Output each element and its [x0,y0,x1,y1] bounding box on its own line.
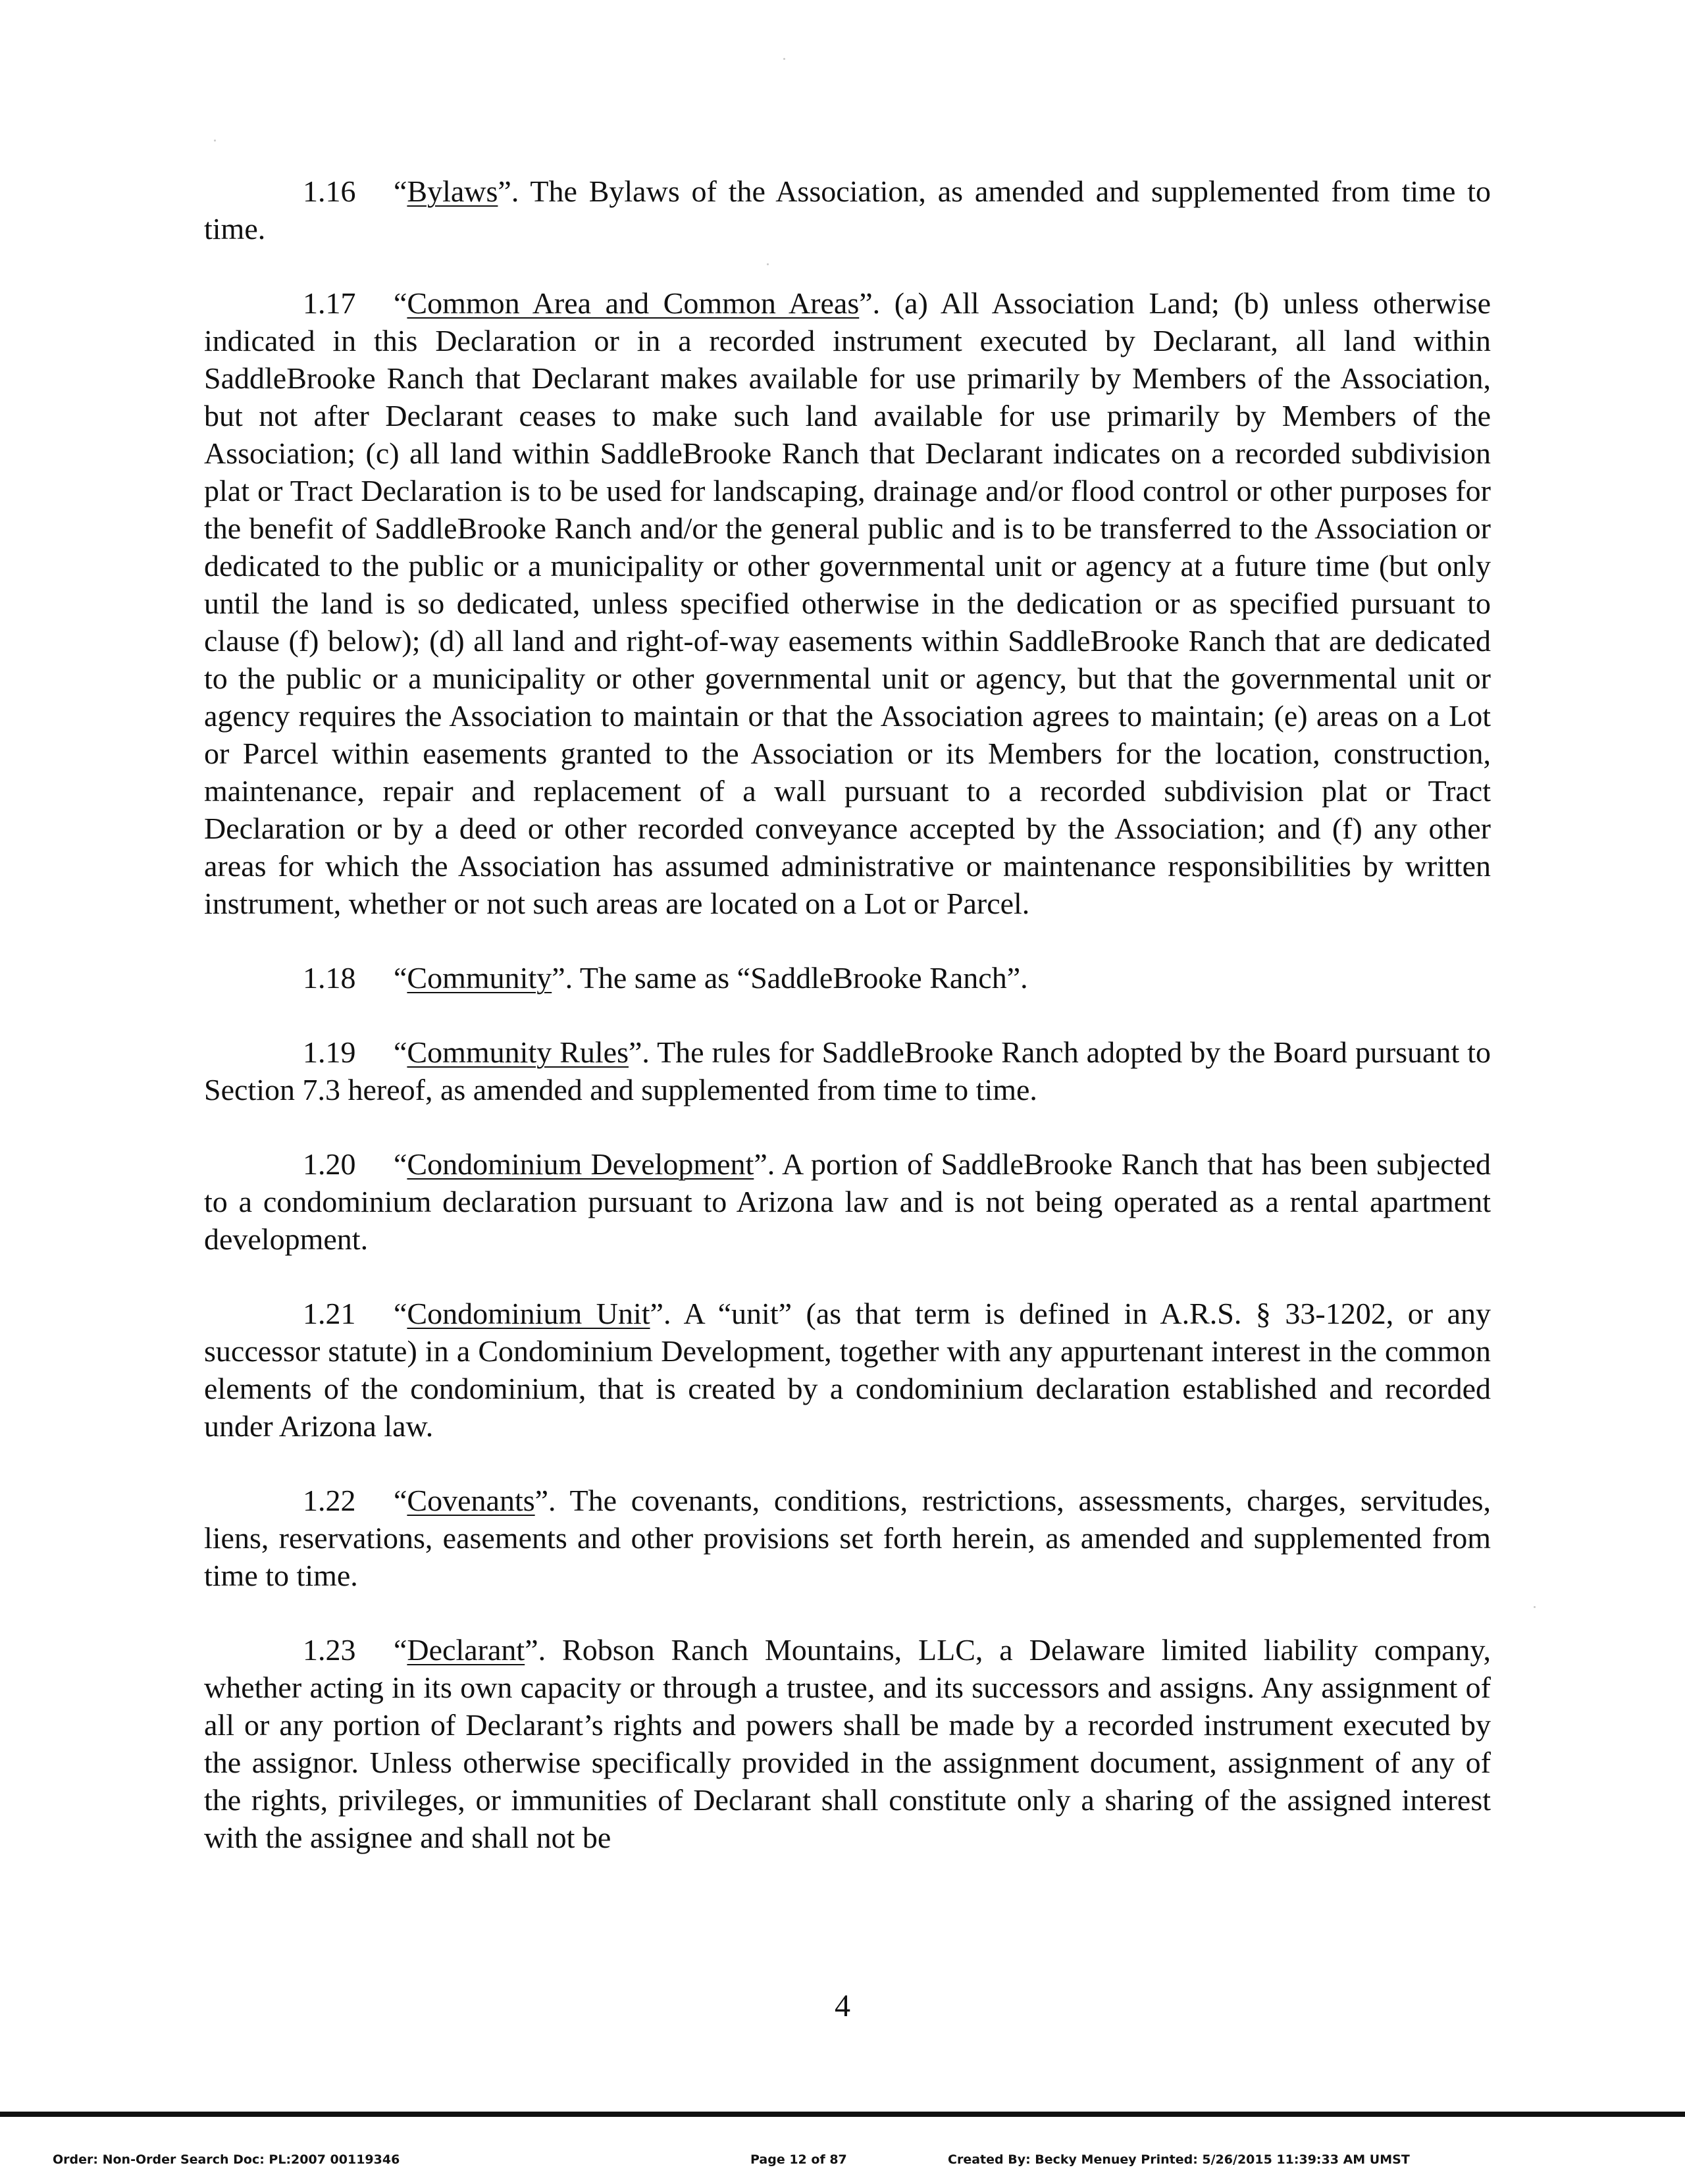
defined-term: Community [407,961,552,995]
section-number: 1.21 [303,1297,356,1330]
scan-speck [783,58,785,60]
definition-text: The Bylaws of the Association, as amended and supplemented from time to time. [204,174,1491,246]
footer-page-count: Page 12 of 87 [750,2152,847,2167]
definition-text: The same as “SaddleBrooke Ranch”. [579,961,1028,995]
footer-order-info: Order: Non-Order Search Doc: PL:2007 00119346 [53,2152,400,2167]
defined-term: Declarant [407,1633,525,1667]
section-number: 1.19 [303,1035,356,1069]
definition-1-22: 1.22 “Covenants”. The covenants, conditions, restrictions, assessments, charges, servitudes, liens, reservations, easements and other provisions set forth herein, as amended and supplemented from time to time. [204,1482,1491,1594]
footer-divider [0,2112,1685,2117]
section-number: 1.16 [303,174,356,208]
scan-speck [1534,1606,1536,1608]
definition-1-21: 1.21 “Condominium Unit”. A “unit” (as that term is defined in A.R.S. § 33-1202, or any successor statute) in a Condominium Development, together with any appurtenant interest in the common elements of the condominium, that is created by a condominium declaration established and recorded under Arizona law. [204,1295,1491,1445]
scan-speck [214,140,216,142]
definition-text: Robson Ranch Mountains, LLC, a Delaware limited liability company, whether acting in its own capacity or through a trustee, and its successors and assigns. Any assignment of all or any portion of Declarant’s rights and powers shall be made by a recorded instrument executed by the assignor. Unless otherwise specifically provided in the assignment document, assignment of any of the rights, privileges, or immunities of Declarant shall constitute only a sharing of the assigned interest with the assignee and shall not be [204,1633,1491,1854]
definition-1-17: 1.17 “Common Area and Common Areas”. (a) All Association Land; (b) unless otherwise indicated in this Declaration or in a recorded instrument executed by Declarant, all land within SaddleBrooke Ranch that Declarant makes available for use primarily by Members of the Association, but not after Declarant ceases to make such land available for use primarily by Members of the Association; (c) all land within SaddleBrooke Ranch that Declarant indicates on a recorded subdivision plat or Tract Declaration is to be used for landscaping, drainage and/or flood control or other purposes for the benefit of SaddleBrooke Ranch and/or the general public and is to be transferred to the Association or dedicated to the public or a municipality or other governmental unit or agency at a future time (but only until the land is so dedicated, unless specified otherwise in the dedication or as specified pursuant to clause (f) below); (d) all land and right-of-way easements within SaddleBrooke Ranch that are dedicated to the public or a municipality or other governmental unit or agency, but that the governmental unit or agency requires the Association to maintain or that the Association agrees to maintain; (e) areas on a Lot or Parcel within easements granted to the Association or its Members for the location, construction, maintenance, repair and replacement of a wall pursuant to a recorded subdivision plat or Tract Declaration or by a deed or other recorded conveyance accepted by the Association; and (f) any other areas for which the Association has assumed administrative or maintenance responsibilities by written instrument, whether or not such areas are located on a Lot or Parcel. [204,284,1491,922]
definition-text: (a) All Association Land; (b) unless otherwise indicated in this Declaration or in a recorded instrument executed by Declarant, all land within SaddleBrooke Ranch that Declarant makes available for use primarily by Members of the Association, but not after Declarant ceases to make such land available for use primarily by Members of the Association; (c) all land within SaddleBrooke Ranch that Declarant indicates on a recorded subdivision plat or Tract Declaration is to be used for landscaping, drainage and/or flood control or other purposes for the benefit of SaddleBrooke Ranch and/or the general public and is to be transferred to the Association or dedicated to the public or a municipality or other governmental unit or agency at a future time (but only until the land is so dedicated, unless specified otherwise in the dedication or as specified pursuant to clause (f) below); (d) all land and right-of-way easements within SaddleBrooke Ranch that are dedicated to the public or a municipality or other governmental unit or agency, but that the governmental unit or agency requires the Association to maintain or that the Association agrees to maintain; (e) areas on a Lot or Parcel within easements granted to the Association or its Members for the location, construction, maintenance, repair and replacement of a wall pursuant to a recorded subdivision plat or Tract Declaration or by a deed or other recorded conveyance accepted by the Association; and (f) any other areas for which the Association has assumed administrative or maintenance responsibilities by written instrument, whether or not such areas are located on a Lot or Parcel. [204,286,1491,920]
definition-1-20: 1.20 “Condominium Development”. A portion of SaddleBrooke Ranch that has been subjected to a condominium declaration pursuant to Arizona law and is not being operated as a rental apartment development. [204,1145,1491,1258]
section-number: 1.20 [303,1147,356,1181]
defined-term: Condominium Unit [407,1297,650,1330]
section-number: 1.18 [303,961,356,995]
defined-term: Covenants [407,1484,535,1517]
section-number: 1.22 [303,1484,356,1517]
section-number: 1.23 [303,1633,356,1667]
definition-text: The rules for SaddleBrooke Ranch adopted by the Board pursuant to Section 7.3 hereof, as amended and supplemented from time to time. [204,1035,1491,1106]
definition-text: A “unit” (as that term is defined in A.R.S. § 33-1202, or any successor statute) in a Condominium Development, together with any appurtenant interest in the common elements of the condominium, that is created by a condominium declaration established and recorded under Arizona law. [204,1297,1491,1443]
definition-1-16: 1.16 “Bylaws”. The Bylaws of the Association, as amended and supplemented from time to time. [204,172,1491,247]
section-number: 1.17 [303,286,356,320]
defined-term: Condominium Development [407,1147,754,1181]
page-number: 4 [835,1989,850,2023]
definition-1-23: 1.23 “Declarant”. Robson Ranch Mountains, LLC, a Delaware limited liability company, whether acting in its own capacity or through a trustee, and its successors and assigns. Any assignment of all or any portion of Declarant’s rights and powers shall be made by a recorded instrument executed by the assignor. Unless otherwise specifically provided in the assignment document, assignment of any of the rights, privileges, or immunities of Declarant shall constitute only a sharing of the assigned interest with the assignee and shall not be [204,1631,1491,1856]
definitions-body [204,172,1491,1893]
defined-term: Bylaws [407,174,498,208]
print-footer [0,2152,1685,2172]
definition-text: The covenants, conditions, restrictions, assessments, charges, servitudes, liens, reservations, easements and other provisions set forth herein, as amended and supplemented from time to time. [204,1484,1491,1592]
definition-text: A portion of SaddleBrooke Ranch that has been subjected to a condominium declaration pursuant to Arizona law and is not being operated as a rental apartment development. [204,1147,1491,1256]
defined-term: Community Rules [407,1035,629,1069]
definition-1-18: 1.18 “Community”. The same as “SaddleBrooke Ranch”. [204,959,1491,997]
definition-1-19: 1.19 “Community Rules”. The rules for SaddleBrooke Ranch adopted by the Board pursuant to Section 7.3 hereof, as amended and supplemented from time to time. [204,1033,1491,1108]
footer-created-info: Created By: Becky Menuey Printed: 5/26/2015 11:39:33 AM UMST [948,2152,1410,2167]
defined-term: Common Area and Common Areas [407,286,860,320]
